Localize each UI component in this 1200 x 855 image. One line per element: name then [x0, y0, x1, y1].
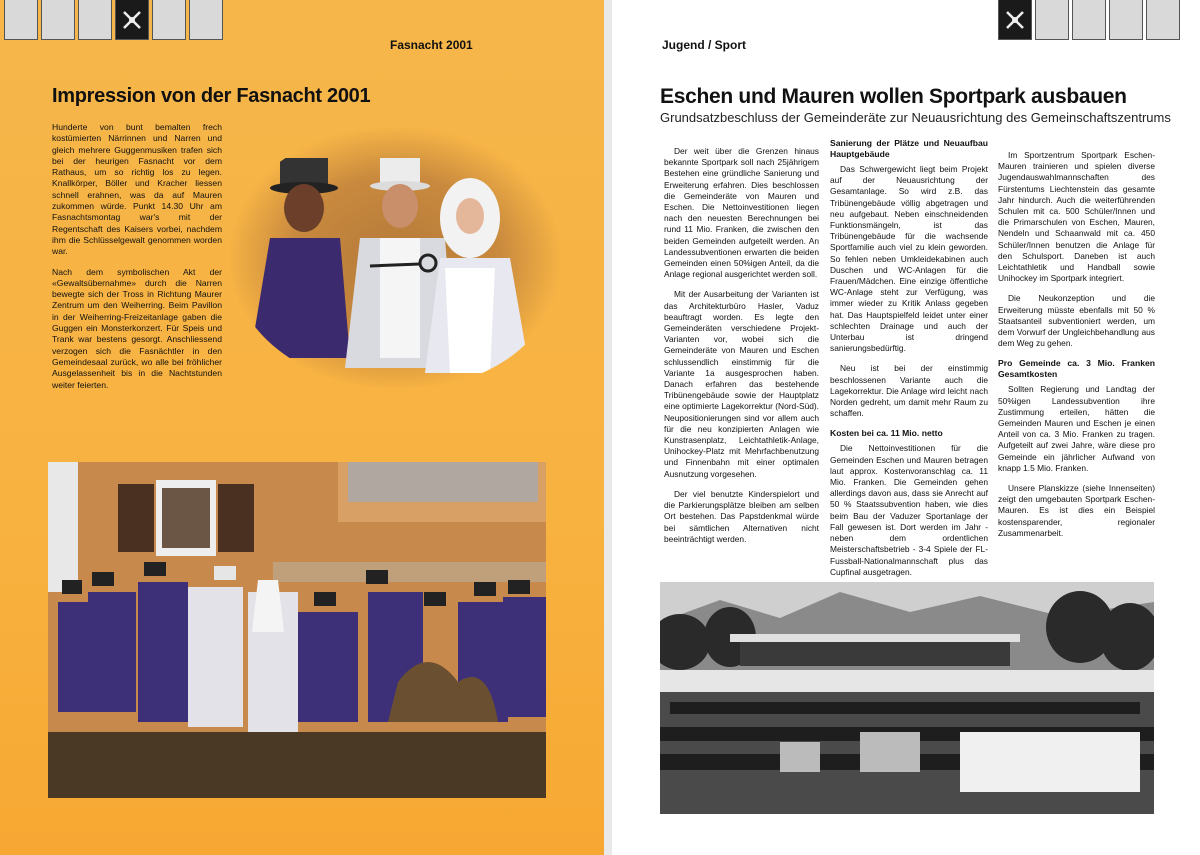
paragraph: Mit der Ausarbeitung der Varianten ist das Architekturbüro Hasler, Vaduz beauftragt worden. Es legte den Gemeinderäten verschiedene Projekt-Varianten vor, wobei sich die Gemeinderäte von Mauren und Eschen schlussendlich einstimmig für die Variante 1a ausgesprochen haben. Danach erfahren das bestehende Tribünengebäude sowie der Hauptplatz eine optimierte Lagekorrektur (Nord-Süd). Neupositionierungen sind vor allem auch für die neu konzipierten Anlagen wie Kunstrasenplatz, Leichtathletik-Anlage, Unihockey-Platz mit Mehrfachbenutzung und Finnenbahn mit einer optimalen Ausnutzung vorgesehen.	[664, 289, 820, 479]
paragraph: Der weit über die Grenzen hinaus bekannte Sportpark soll nach 25jährigem Bestehen eine gründliche Sanierung und Erweiterung erfahren. Dies beschlossen die Gemeinderäte von Mauren und Eschen. Die Nettoinvestitionen liegen nach den neuesten Berechnungen bei rund 11 Mio. Franken, die zwischen den beiden Gemeinden aufgeteilt werden. An Landessubventionen erwarten die beiden Gemeinden einen 50%igen Anteil, da die Anlage regional ausgerichtet werden soll.	[664, 146, 819, 280]
paragraph: Sollten Regierung und Landtag der 50%igen Landessubvention ihre Zustimmung erteilen, hätten die Gemeinden Mauren und Eschen je einen Anteil von ca. 3 Mio. Franken zu tragen. Aufgeteilt auf zwei Jahre, wäre diese pro Gemeinde ein jährlicher Aufwand von knapp 1.5 Mio. Franken.	[998, 384, 1155, 473]
paragraph: Unsere Planskizze (siehe Innenseiten) zeigt den umgebauten Sportpark Eschen-Mauren. Es ist dies ein Beispiel kostensparender, regionaler Zusammenarbeit.	[998, 483, 1155, 538]
page-title: Impression von der Fasnacht 2001	[52, 85, 371, 107]
paragraph: Hunderte von bunt bemalten frech kostümierten Närrinnen und Narren und gleich mehrere Guggenmusiken trafen sich bei der heurigen Fasnacht vor dem Rathaus, um so richtig los zu legen. Knallkörper, Böller und Kracher liessen schnell erahnen, was da auf Mauren zukommen würde. Punkt 14.30 Uhr am Fasnachtsmontag war's mit der Regentschaft des Kaisers vorbei, nachdem ihm die Schlüsselgewalt genommen worden war.	[52, 122, 222, 257]
paragraph: Der viel benutzte Kinderspielort und die Parkierungsplätze bleiben am selben Ort bestehen. Das Papstdenkmal würde bei sämtlichen Alternativen nicht beeinträchtigt werden.	[664, 488, 819, 544]
tab-marker	[78, 0, 112, 40]
paragraph: Nach dem symbolischen Akt der «Gewaltsübernahme» durch die Narren bewegte sich der Tross in Richtung Maurer Zentrum um den Weiherring. Beim Pavillon in der Weiherring-Freizeitanlage gaben die Guggen ein Monsterkonzert. Für Speis und Trank war bestens gesorgt. Anschliessend verzogen sich die Fasnächtler in den Gemeindesaal zurück, wo alle bei fröhlicher Ausgelassenheit bis in die Nachtstunden weiter feierten.	[52, 266, 222, 390]
group-photo	[48, 462, 546, 798]
paragraph: Die Nettoinvestitionen für die Gemeinden Eschen und Mauren betragen laut approx. Kostenvoranschlag ca. 11 Mio. Franken. Die Gemeinden gehen allerdings davon aus, dass sie Anrecht auf 50 % Staatssubvention haben, wie dies beim Bau der Vaduzer Sportanlage der Fall gewesen ist. Dort werden im Jahr - neben dem ordentlichen Meisterschaftsbetrieb - 3-4 Spiele der FL-Fussball-Nationalmannschaft plus das Cupfinal ausgetragen.	[830, 443, 988, 577]
section-heading: Sanierung der Plätze und Neuaufbau Hauptgebäude	[830, 138, 988, 159]
running-head: Fasnacht 2001	[390, 38, 473, 52]
tab-marker	[1109, 0, 1143, 40]
page-title: Eschen und Mauren wollen Sportpark ausbauen	[660, 85, 1127, 108]
article-text	[52, 122, 222, 400]
article-column-1	[664, 146, 819, 554]
crest-icon	[998, 0, 1032, 40]
running-head: Jugend / Sport	[662, 38, 746, 52]
sportpark-crowd-photo	[660, 582, 1154, 814]
paragraph: Im Sportzentrum Sportpark Eschen-Mauren trainieren und spielen diverse Jugendauswahlmannschaften des Fürstentums Liechtenstein das gesamte Jahr hindurch. Auch die weiterführenden Schulen mit ca. 500 Schüler/Innen und die Primarschulen von Eschen, Mauren, Nendeln und Schaanwald mit ca. 450 Schüler/Innen benutzen die Anlage für den Schulsport. Daneben ist auch Leichtathletik und Handball sowie Unihockey im Sportpark integriert.	[998, 150, 1155, 284]
carnival-trio-photo	[230, 128, 560, 388]
section-heading: Kosten bei ca. 11 Mio. netto	[830, 428, 943, 439]
tab-marker	[1146, 0, 1180, 40]
paragraph: Das Schwergewicht liegt beim Projekt auf der Neuausrichtung der Gesamtanlage. So wird z.B. das Tribünengebäude völlig abgetragen und neu aufgebaut. Neben einschneidenden Funktionsmängeln, ist das Tribünengebäude für die wachsende Sportfamilie auch viel zu klein geworden. So fehlen neben Umkleidekabinen auch Duschen und WC-Anlagen für die Frauen/Mädchen. Eine einzige öffentliche WC-Anlage steht zur Verfügung, was immer wieder zu Kritik Anlass gegeben hat. Das Hauptspielfeld leidet unter einer schlechten Drainage und auch der Unterbau ist dringend sanierungsbedürftig.	[830, 164, 988, 354]
paragraph: Neu ist bei der einstimmig beschlossenen Variante auch die Lagekorrektur. Die Anlage wird leicht nach Norden gedreht, um damit mehr Raum zu schaffen.	[830, 363, 988, 419]
left-tab-strip	[4, 0, 226, 44]
tab-marker	[1072, 0, 1106, 40]
right-tab-strip	[998, 0, 1183, 44]
tab-marker	[1035, 0, 1069, 40]
tab-marker	[4, 0, 38, 40]
tab-marker	[189, 0, 223, 40]
tab-marker	[41, 0, 75, 40]
page-gutter	[604, 0, 612, 855]
tab-marker	[152, 0, 186, 40]
right-page	[612, 0, 1200, 855]
paragraph: Die Neukonzeption und die Erweiterung müsste ebenfalls mit 50 % Staatsanteil subventioniert werden, um dem Vorwurf der Ungleichbehandlung aus dem Weg zu gehen.	[998, 293, 1155, 349]
article-column-2	[830, 138, 988, 587]
section-heading: Pro Gemeinde ca. 3 Mio. Franken Gesamtkosten	[998, 358, 1155, 380]
page-subtitle: Grundsatzbeschluss der Gemeinderäte zur Neuausrichtung des Gemeinschaftszentrums	[660, 110, 1171, 125]
crest-icon	[115, 0, 149, 40]
article-column-3	[998, 150, 1155, 548]
